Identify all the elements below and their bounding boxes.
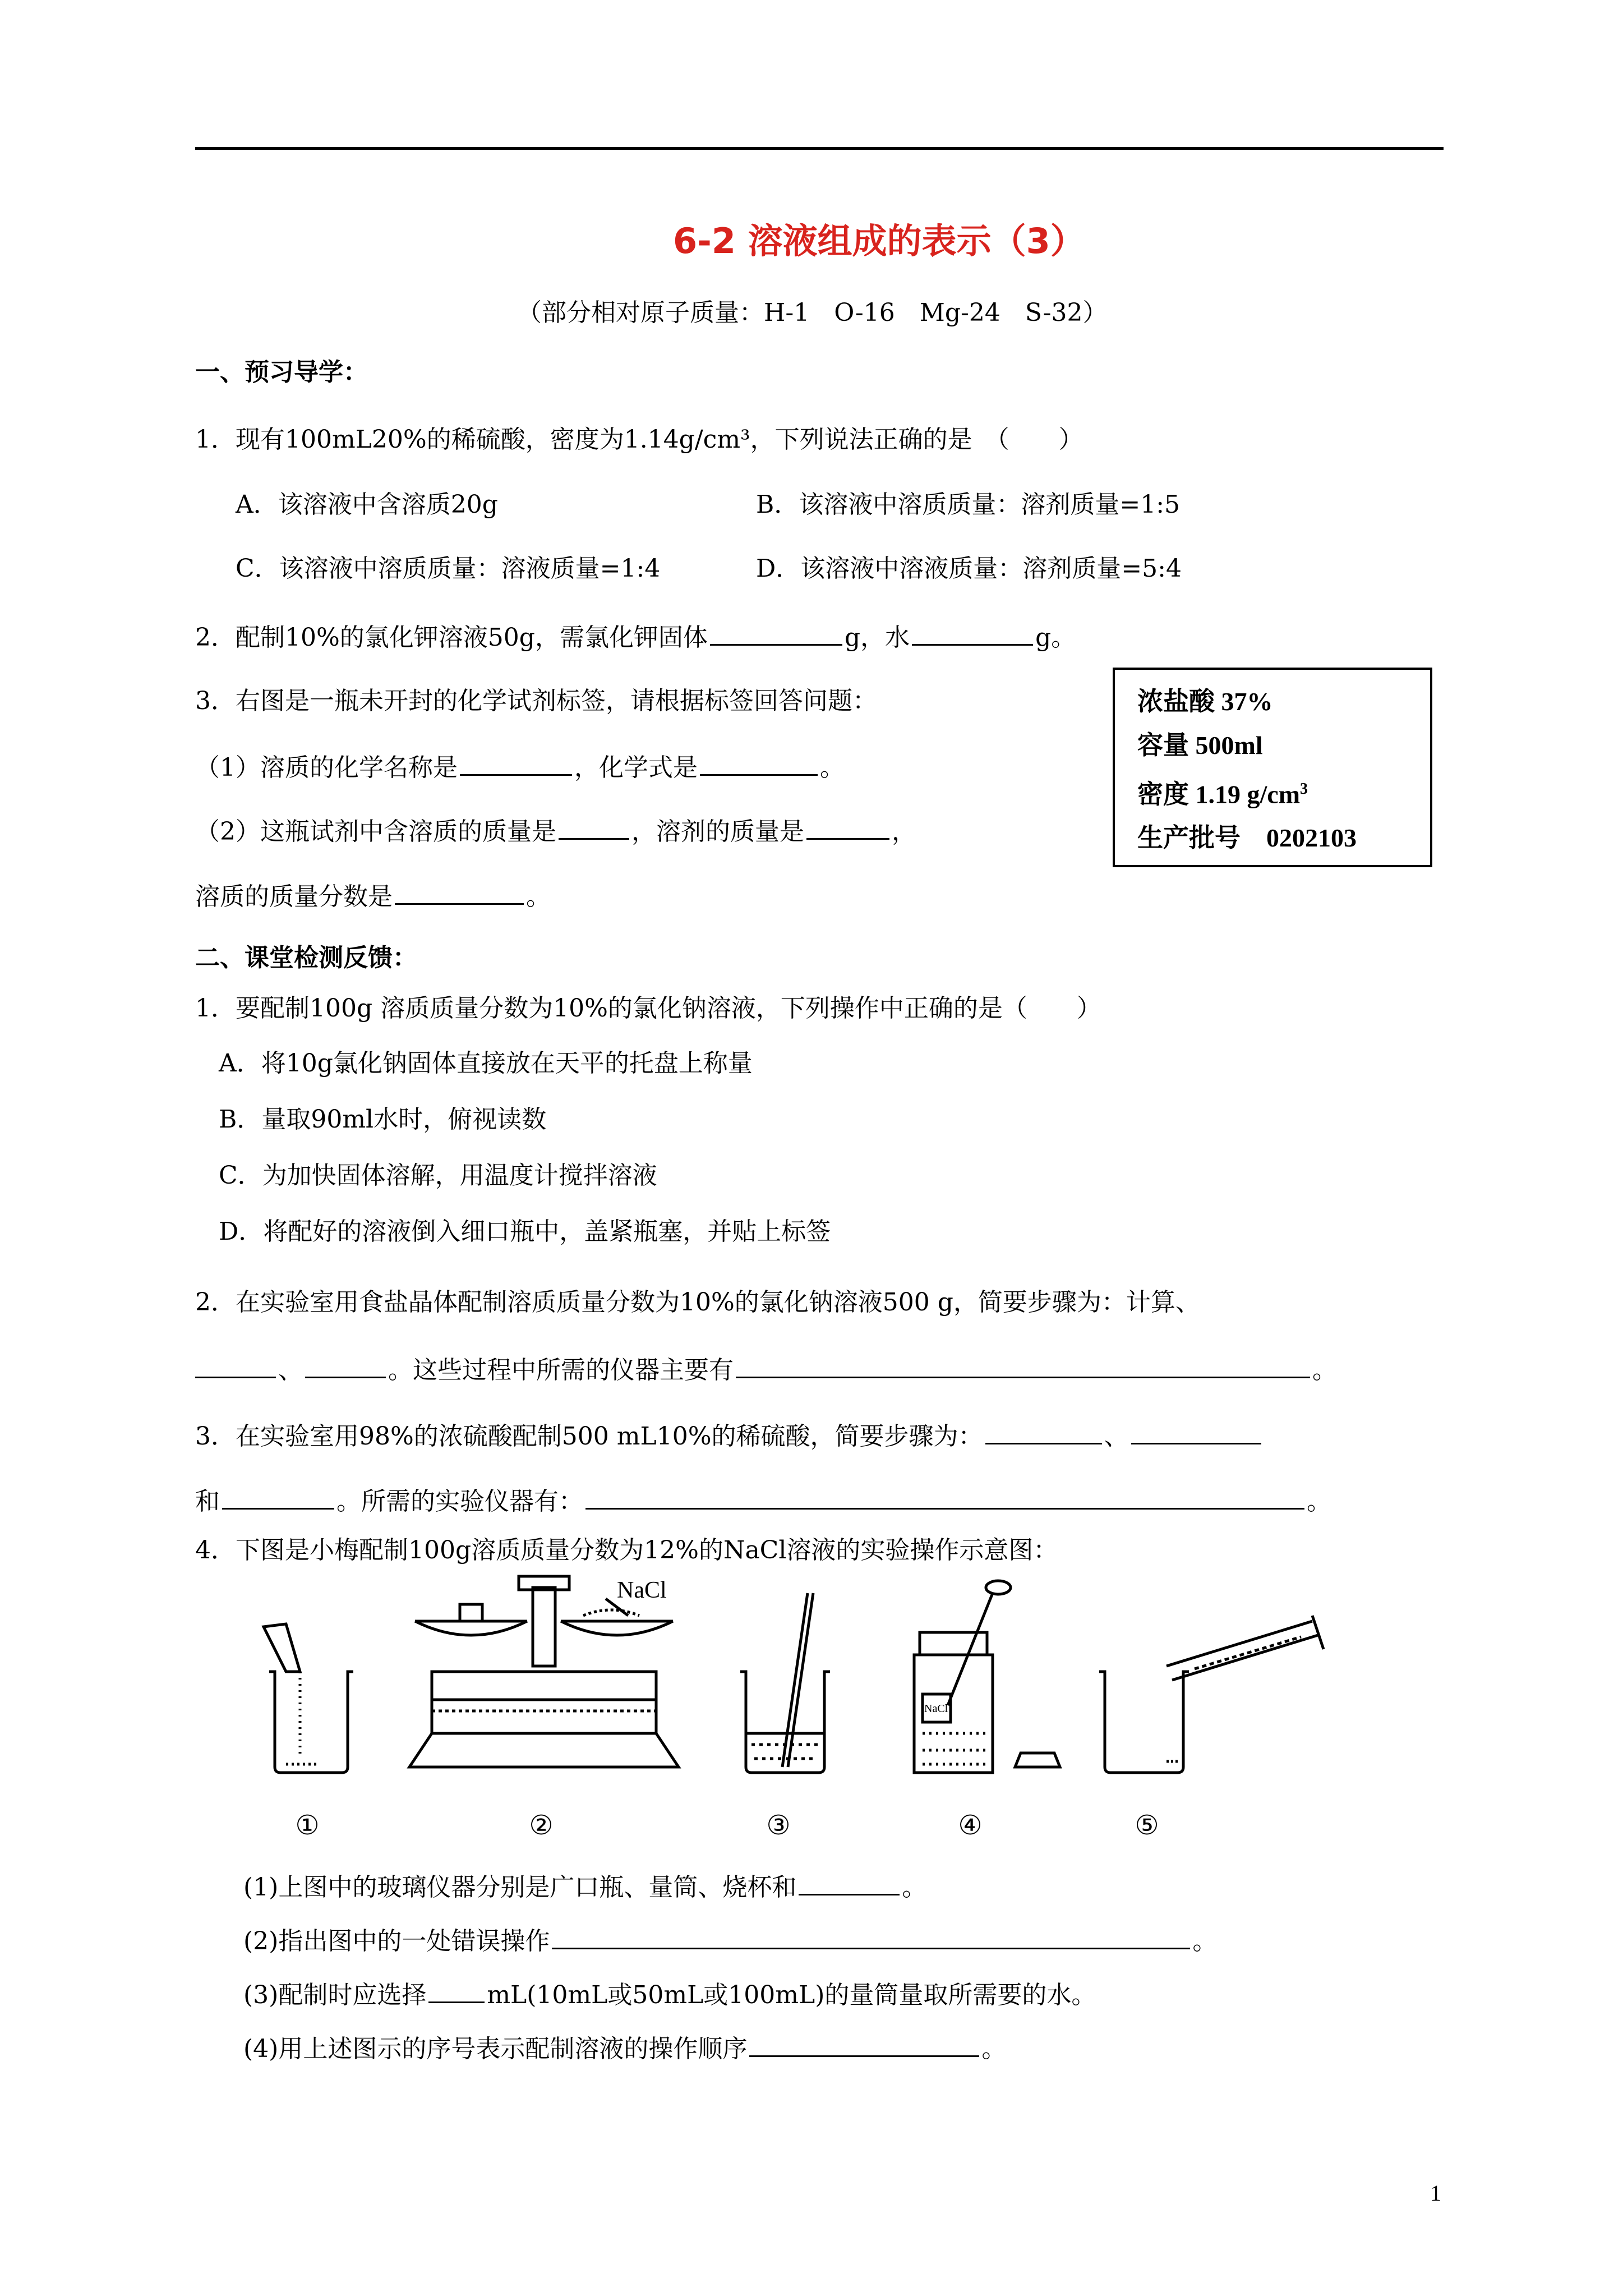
s1-q3-p1-text2: ，化学式是	[574, 753, 698, 782]
answer-blank[interactable]	[806, 813, 889, 840]
answer-blank[interactable]	[736, 1352, 1310, 1378]
answer-blank[interactable]	[395, 878, 524, 905]
s1-q1-option-c: C．该溶液中溶质质量：溶液质量=1:4	[236, 554, 661, 583]
answer-blank[interactable]	[700, 749, 818, 776]
beaker-1-icon	[264, 1624, 353, 1773]
answer-blank[interactable]	[912, 619, 1033, 646]
answer-blank[interactable]	[552, 1923, 1190, 1949]
s1-q3-p1-text: （1）溶质的化学名称是	[195, 753, 458, 782]
label-density-text: 密度 1.19 g/cm	[1137, 780, 1301, 809]
s1-q1-stem: 1．现有100mL20%的稀硫酸，密度为1.14g/cm³，下列说法正确的是 （ ）	[195, 425, 1083, 454]
answer-blank[interactable]	[428, 1977, 485, 2003]
s1-q1-option-d: D．该溶液中溶液质量：溶剂质量=5:4	[756, 554, 1182, 583]
header-rule	[195, 147, 1444, 150]
s2-q4-sub2-text: (2)指出图中的一处错误操作	[243, 1927, 550, 1955]
s2-q2-end: 。	[1312, 1356, 1337, 1384]
s2-q4-sub3-text2: mL(10mL或50mL或100mL)的量筒量取所需要的水。	[487, 1981, 1096, 2009]
label-name: 浓盐酸 37%	[1137, 687, 1273, 716]
answer-blank[interactable]	[585, 1483, 1304, 1510]
s1-q3-part2	[195, 813, 916, 848]
s2-q3-text: 3．在实验室用98%的浓硫酸配制500 mL10%的稀硫酸，简要步骤为：	[195, 1422, 983, 1451]
beaker-thermometer-icon	[740, 1593, 830, 1773]
s2-q3-and: 和	[195, 1487, 220, 1516]
s2-q4-sub2-end: 。	[1192, 1927, 1218, 1955]
page-title: 6-2 溶液组成的表示（3）	[673, 220, 1085, 261]
section1-heading: 一、预习导学：	[195, 358, 368, 386]
answer-blank[interactable]	[799, 1869, 900, 1895]
s1-q2	[195, 619, 1076, 654]
s2-q1-stem: 1．要配制100g 溶质质量分数为10%的氯化钠溶液，下列操作中正确的是（ ）	[195, 994, 1101, 1023]
s2-q3-line2	[195, 1483, 1331, 1517]
answer-blank[interactable]	[559, 813, 629, 840]
answer-blank[interactable]	[1131, 1418, 1261, 1444]
answer-blank[interactable]	[222, 1483, 334, 1510]
answer-blank[interactable]	[460, 749, 572, 776]
s2-q4-sub4	[243, 2031, 1006, 2065]
s2-q2-text: 。这些过程中所需的仪器主要有	[388, 1356, 734, 1384]
label-batch: 生产批号 0202103	[1137, 823, 1357, 853]
figure-number-5: ⑤	[1135, 1810, 1159, 1841]
answer-blank[interactable]	[985, 1418, 1102, 1444]
answer-blank[interactable]	[710, 619, 842, 646]
figure-number-3: ③	[766, 1810, 791, 1841]
s2-q4-sub3	[243, 1977, 1096, 2011]
s1-q3-p3-text: 溶质的质量分数是	[195, 882, 393, 911]
s1-q3-p1-end: 。	[820, 753, 845, 782]
s1-q3-p3-end: 。	[526, 882, 551, 911]
s2-q1-option-d: D．将配好的溶液倒入细口瓶中，盖紧瓶塞，并贴上标签	[219, 1217, 831, 1246]
s2-q4-stem: 4．下图是小梅配制100g溶质质量分数为12%的NaCl溶液的实验操作示意图：	[195, 1536, 1058, 1565]
s2-q4-sub4-text: (4)用上述图示的序号表示配制溶液的操作顺序	[243, 2035, 748, 2063]
s2-q4-sub3-text: (3)配制时应选择	[243, 1981, 427, 2009]
s1-q1-option-a: A．该溶液中含溶质20g	[236, 490, 498, 519]
s2-q3-text2: 。所需的实验仪器有：	[336, 1487, 583, 1516]
s1-q3-part1	[195, 749, 845, 784]
s1-q3-stem: 3．右图是一瓶未开封的化学试剂标签，请根据标签回答问题：	[195, 687, 877, 715]
s2-q1-option-b: B．量取90ml水时，俯视读数	[219, 1105, 547, 1134]
lab-procedure-figure	[247, 1571, 1357, 1851]
s2-q3-line1	[195, 1418, 1264, 1452]
reagent-bottle-icon	[914, 1581, 1060, 1773]
balance-nacl-label: NaCl	[617, 1577, 667, 1603]
atomic-masses-note: （部分相对原子质量：H-1 O-16 Mg-24 S-32）	[517, 298, 1108, 327]
bottle-nacl-label: NaCl	[924, 1703, 948, 1715]
balance-scale-icon	[409, 1576, 679, 1767]
label-density-sup: 3	[1300, 780, 1308, 798]
s2-q4-sub1-end: 。	[902, 1873, 927, 1902]
s1-q2-text2: g，水	[844, 623, 910, 652]
s2-q2-line1: 2．在实验室用食盐晶体配制溶质质量分数为10%的氯化钠溶液500 g，简要步骤为：计算、	[195, 1288, 1200, 1317]
answer-blank[interactable]	[195, 1352, 276, 1378]
answer-blank[interactable]	[305, 1352, 386, 1378]
answer-blank[interactable]	[749, 2031, 979, 2057]
s1-q1-option-b: B．该溶液中溶质质量：溶剂质量=1:5	[756, 490, 1181, 519]
s2-q3-sep: 、	[1104, 1422, 1129, 1451]
s1-q2-text3: g。	[1035, 623, 1076, 652]
s1-q2-text1: 2．配制10%的氯化钾溶液50g，需氯化钾固体	[195, 623, 708, 652]
section2-heading: 二、课堂检测反馈：	[195, 944, 417, 972]
beaker-cylinder-pour-icon	[1099, 1616, 1324, 1773]
label-volume: 容量 500ml	[1137, 731, 1263, 760]
s1-q3-p2-text: （2）这瓶试剂中含溶质的质量是	[195, 817, 556, 846]
s2-q4-sub1	[243, 1869, 926, 1903]
s2-q1-option-a: A．将10g氯化钠固体直接放在天平的托盘上称量	[219, 1049, 753, 1078]
figure-number-4: ④	[958, 1810, 983, 1841]
figure-number-2: ②	[529, 1810, 554, 1841]
s2-q4-sub2	[243, 1923, 1217, 1957]
label-density	[1137, 767, 1408, 816]
s2-q1-option-c: C．为加快固体溶解，用温度计搅拌溶液	[219, 1161, 657, 1190]
s2-q4-sub4-end: 。	[981, 2035, 1007, 2063]
s1-q3-p2-end: ，	[892, 817, 916, 846]
page-number: 1	[1430, 2180, 1441, 2206]
s1-q3-part3	[195, 878, 551, 913]
s2-q4-sub1-text: (1)上图中的玻璃仪器分别是广口瓶、量筒、烧杯和	[243, 1873, 797, 1902]
s2-q2-line2	[195, 1352, 1337, 1386]
reagent-label	[1113, 668, 1432, 867]
s1-q3-p2-text2: ，溶剂的质量是	[631, 817, 804, 846]
s2-q2-sep: 、	[278, 1356, 303, 1384]
s2-q3-end: 。	[1307, 1487, 1331, 1516]
figure-number-1: ①	[295, 1810, 320, 1841]
